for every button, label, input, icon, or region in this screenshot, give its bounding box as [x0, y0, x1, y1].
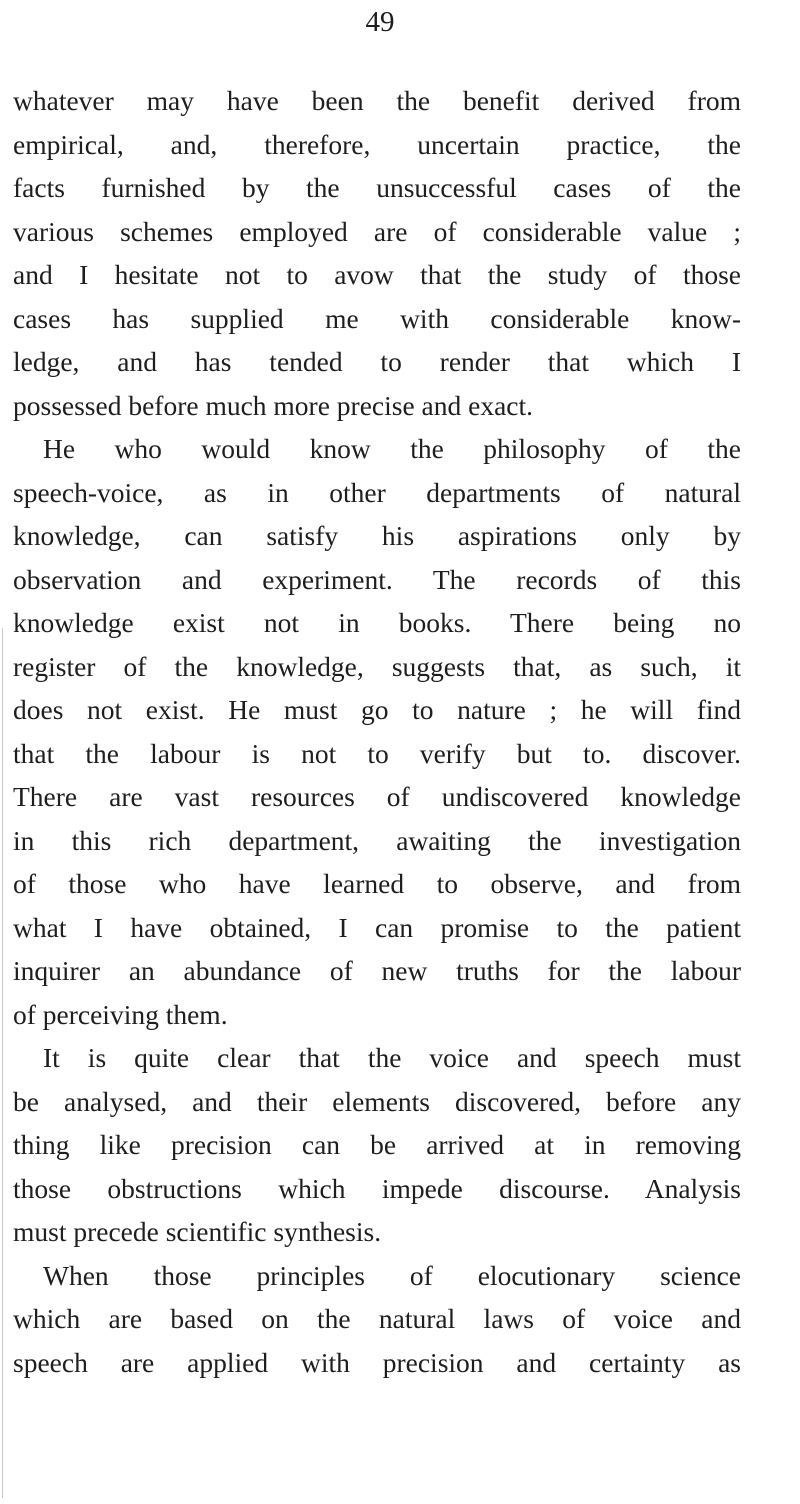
text-line: When those principles of elocutionary science — [43, 1259, 741, 1291]
text-line: speech-voice, as in other departments of natural — [13, 476, 741, 508]
text-line: thing like precision can be arrived at in removing — [13, 1129, 741, 1160]
text-line: facts furnished by the unsuccessful cases of the — [13, 172, 741, 203]
text-line: cases has supplied me with considerable know- — [13, 302, 741, 334]
text-line: which are based on the natural laws of voice and — [13, 1303, 741, 1334]
text-line: does not exist. He must go to nature ; he will find — [13, 694, 741, 725]
text-line: various schemes employed are of considerable value ; — [13, 215, 741, 247]
margin-rule — [2, 628, 3, 1498]
text-line: be analysed, and their elements discovered, before any — [13, 1085, 741, 1117]
text-line: ledge, and has tended to render that which I — [13, 346, 741, 377]
text-line: There are vast resources of undiscovered knowledge — [13, 781, 741, 812]
body-text — [13, 79, 741, 1384]
text-line: knowledge, can satisfy his aspirations only by — [13, 520, 741, 551]
text-line: knowledge exist not in books. There being no — [13, 607, 741, 638]
text-line: and I hesitate not to avow that the study of those — [13, 259, 741, 290]
page-number: 49 — [365, 6, 395, 38]
text-line: He who would know the philosophy of the — [43, 433, 741, 464]
text-line: inquirer an abundance of new truths for the labour — [13, 955, 741, 986]
text-line: what I have obtained, I can promise to the patient — [13, 911, 741, 943]
text-line: whatever may have been the benefit derived from — [13, 85, 741, 116]
text-line: in this rich department, awaiting the investigation — [13, 824, 741, 856]
text-line: register of the knowledge, suggests that, as such, it — [13, 650, 741, 682]
text-line: that the labour is not to verify but to. discover. — [13, 737, 741, 769]
text-line: speech are applied with precision and certainty as — [13, 1346, 741, 1378]
text-line: of those who have learned to observe, and from — [13, 868, 741, 899]
text-line: empirical, and, therefore, uncertain practice, the — [13, 128, 741, 160]
text-line: those obstructions which impede discourse. Analysis — [13, 1172, 741, 1204]
text-line: of perceiving them. — [13, 998, 228, 1030]
text-line: It is quite clear that the voice and speech must — [43, 1042, 741, 1073]
text-line: possessed before much more precise and exact. — [13, 389, 534, 421]
text-line: observation and experiment. The records of this — [13, 563, 741, 595]
text-line: must precede scientific synthesis. — [13, 1216, 382, 1247]
